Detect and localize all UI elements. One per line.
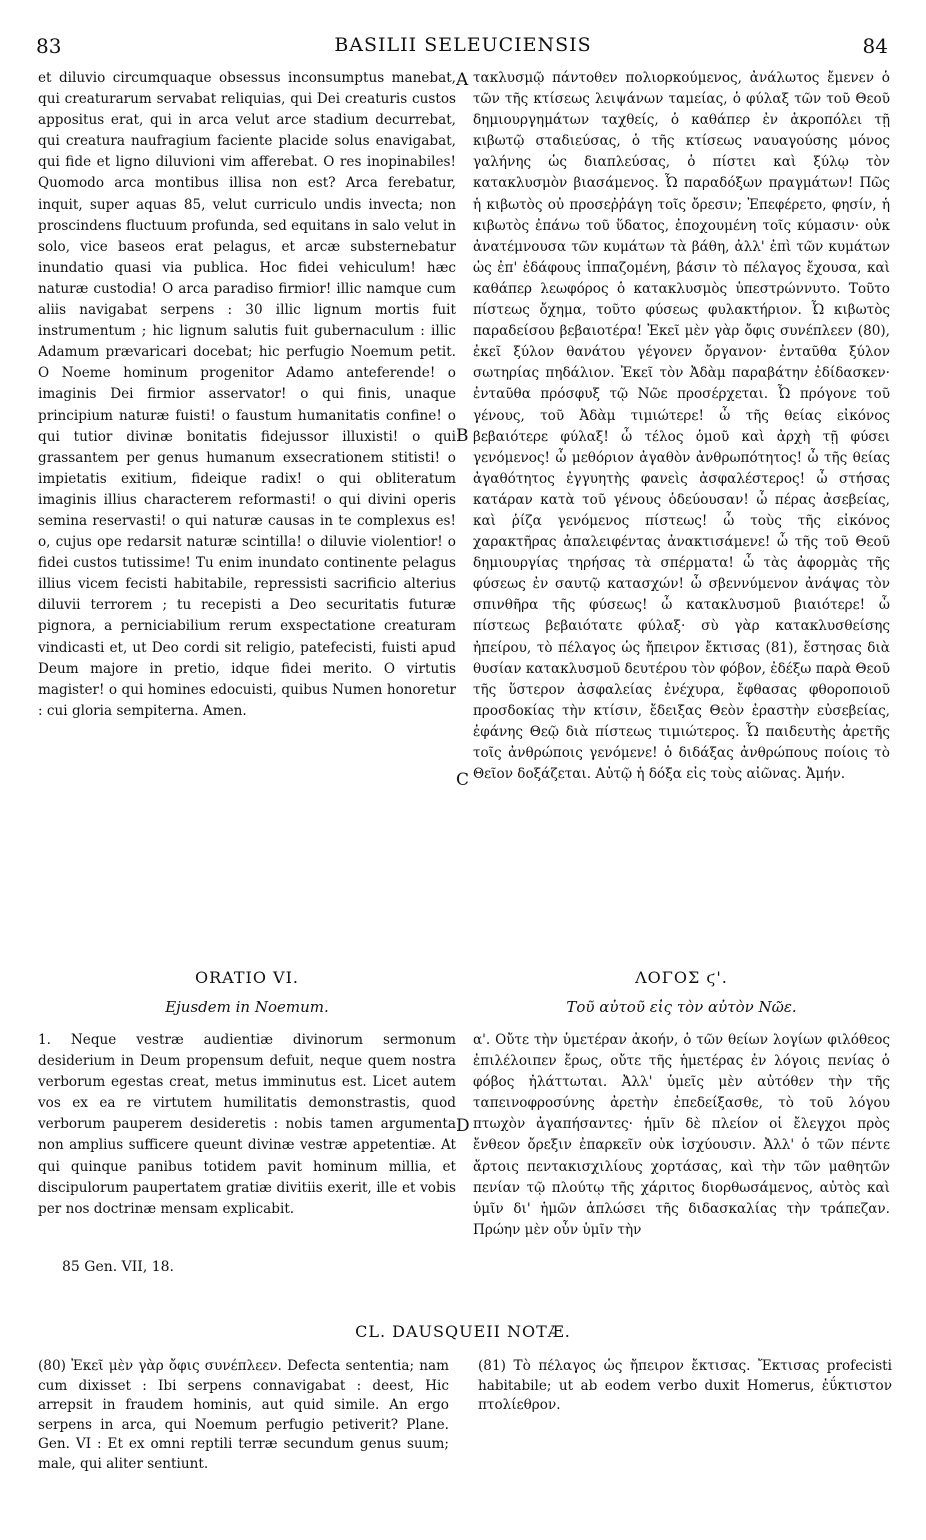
margin-marker-c: C — [456, 770, 470, 790]
margin-marker-d: D — [456, 1116, 470, 1136]
oratio-subheading-greek: Τοῦ αὐτοῦ εἰς τὸν αὐτὸν Νῶε. — [566, 998, 797, 1016]
notes-title: CL. DAUSQUEII NOTÆ. — [355, 1322, 571, 1341]
oratio-subheading-latin: Ejusdem in Noemum. — [165, 998, 329, 1016]
oratio-heading-greek: ΛΟΓΟΣ ϛ'. — [635, 968, 728, 987]
greek-column-upper — [473, 68, 890, 785]
oratio-text-latin: 1. Neque vestræ audientiæ divinorum sermonum desiderium in Deum propensum defuit, neque quem nostra verborum egestas creat, metus imminutus est. Licet autem vos ex ea re virtutem humilitatis demonstrastis, quod verborum pauperem desideretis : nobis tamen argumenta non amplius sufficere queunt divinæ vestræ appetentiæ. At qui quinque panibus totidem pavit hominum millia, et discipulorum paupertatem gratiæ divitiis exerit, ille et vobis per nos doctrinæ mensam explicabit. — [38, 1032, 456, 1217]
footnote: 85 Gen. VII, 18. — [62, 1259, 174, 1275]
latin-column-upper — [38, 68, 456, 722]
note-80: (80) Ἐκεῖ μὲν γὰρ ὄφις συνέπλεεν. Defecta sententia; nam cum dixisset : Ibi serpens connavigabat : deest, Hic arrepsit in fraudem hominis, aut quid simile. An ergo serpens in arca, qui Noemum perfugio petiverit? Plane. Gen. VI : Et ex omni reptili terræ secundum genus suum; male, qui aliter sentiunt. — [38, 1358, 449, 1472]
page-number-left: 83 — [36, 34, 62, 58]
latin-column-lower — [38, 1030, 456, 1220]
greek-column-lower — [473, 1030, 890, 1241]
margin-marker-b: B — [456, 426, 469, 446]
greek-text-upper: τακλυσμῷ πάντοθεν πολιορκούμενος, ἀνάλωτος ἔμενεν ὁ τῶν τῆς κτίσεως λειψάνων ταμείας, ὁ φύλαξ τῶν τοῦ Θεοῦ δημιουργημάτων ταχθείς, ὁ καθάπερ ἐν ἀκροπόλει τῇ κιβωτῷ σταδιεύσας, ὁ τῆς κτίσεως ναυαγούσης μόνος γαλήνης ὡς διαπλεύσας, ὁ πίστει καὶ ξύλῳ τὸν κατακλυσμὸν βιασάμενος. Ὦ παραδόξων πραγμάτων! Πῶς ἡ κιβωτὸς οὐ προσεῤῥάγη τοῖς ὄρεσιν; Ἐπεφέρετο, φησίν, ἡ κιβωτὸς ἐπάνω τοῦ ὕδατος, ἐποχουμένη τοῖς κύμασιν· οὐκ ἀνατέμνουσα τῶν κυμάτων τὰ βάθη, ἀλλ' ἐπὶ τῶν κυμάτων ὡς ἐπ' ἐδάφους ἱππαζομένη, βάσιν τὸ πέλαγος ἔχουσα, καὶ καθάπερ λεωφόρος ὁ κατακλυσμὸς ὑπεστρώννυτο. Τοῦτο πίστεως ὄχημα, τοῦτο φύσεως φυλακτήριον. Ὦ κιβωτὸς παραδείσου βεβαιοτέρα! Ἐκεῖ μὲν γὰρ ὄφις συνέπλεεν (80), ἐκεῖ ξύλον θανάτου γέγονεν ὄργανον· ἐνταῦθα ξύλον σωτηρίας πηδάλιον. Ἐκεῖ τὸν Ἀδὰμ παραβάτην ἐδίδασκεν· ἐνταῦθα πρόσφυξ τῷ Νῶε προσέρχεται. Ὦ πρόγονε τοῦ γένους, τοῦ Ἀδὰμ τιμιώτερε! ὦ τῆς θείας εἰκόνος βεβαιότερε φύλαξ! ὦ τέλος ὁμοῦ καὶ ἀρχὴ τῇ φύσει γενόμενος! ὦ μεθόριον ἀγαθὸν ἀνθρωπότητος! ὦ τῆς θείας ἀγαθότητος ἐγγυητὴς φανεὶς ἀσφαλέστερος! ὦ στήσας κατάραν κατὰ τοῦ γένους ὁδεύουσαν! ὦ πέρας ἀσεβείας, καὶ ῥίζα γενόμενος πίστεως! ὦ τοὺς τῆς εἰκόνος χαρακτῆρας ἀπαλειφέντας ἀνακτισάμενε! ὦ τῆς τοῦ Θεοῦ δημιουργίας τηρήσας τὰ σπέρματα! ὦ τὰς ἀφορμὰς τῆς φύσεως ἐν σαυτῷ κατασχών! ὦ σβεννύμενον ἀνάψας τὸν σπινθῆρα τῆς φύσεως! ὦ κατακλυσμοῦ βιαιότερε! ὦ πίστεως βεβαιότατε φύλαξ· σὺ γὰρ κατακλυσθείσης ἠπείρου, τὸ πέλαγος ὡς ἤπειρον ἔκτισας (81), ἔστησας διὰ θυσίαν κατακλυσμοῦ δευτέρου τὸν φόβον, ἐδέξω παρὰ Θεοῦ τῆς ὕστερον ἀσφαλείας ἐνέχυρα, ἔφθασας φθοροποιοῦ προσδοκίας τὴν κτίσιν, ἔδειξας Θεὸν ἐραστὴν εὐσεβείας, ἐφάνης Θεῷ διὰ πίστεως τιμιώτερος. Ὦ παιδευτὴς ἀρετῆς τοῖς ἀνθρώποις γενόμενε! ὁ διδάξας ἀνθρώπους ποίοις τὸ Θεῖον δοξάζεται. Αὐτῷ ἡ δόξα εἰς τοὺς αἰῶνας. Ἀμήν. — [473, 70, 890, 783]
margin-marker-a: A — [456, 70, 469, 90]
running-header — [0, 34, 926, 64]
latin-text-upper: et diluvio circumquaque obsessus inconsumptus manebat, qui creaturarum servabat reliquias, qui Dei creaturis custos appositus erat, qui in arca velut arce stadium decurrebat, qui creatura naufragium faciente placide solus enavigabat, qui fide et ligno diluvioni vim afferebat. O res inopinabiles! Quomodo arca montibus illisa non est? Arca ferebatur, inquit, super aquas 85, velut curriculo undis invecta; non proscindens fluctuum profunda, sed equitans in salo velut in solo, vice baseos erat pelagus, et arcæ substernebatur inundatio quasi via publica. Hoc fidei vehiculum! hæc naturæ custodia! O arca paradiso firmior! illic namque cum aliis navigabat serpens : 30 illic lignum mortis fuit instrumentum ; hic lignum salutis fuit gubernaculum : illic Adamum prævaricari docebat; hic perfugio Noemum petit. O Noeme hominum progenitor Adamo anteferende! o imaginis Dei firmior asservator! o qui finis, unaque principium naturæ fuisti! o faustum humanitatis confine! o qui tutior divinæ bonitatis fidejussor illuxisti! o qui grassantem per genus humanum exsecrationem stitisti! o impietatis exitium, fideique radix! o qui obliteratum imaginis illius characterem reformasti! o qui divini operis semina reservasti! o qui naturæ causas in te complexus es! o, cujus ope redarsit naturæ scintilla! o diluvie violentior! o fidei custos tutissime! Tu enim inundato continente pelagus illius vicem fecisti habitabile, repressisti sacrificio alterius diluvii terrorem ; tu recepisti a Deo securitatis futuræ pignora, a perniciabilium rerum exspectatione creaturam vindicasti et, ut Deo cordi sit religio, patefecisti, fuisti apud Deum majore in pretio, idque fidei merito. O virtutis magister! o qui homines edocuisti, quibus Numen honoretur : cui gloria sempiterna. Amen. — [38, 70, 456, 719]
running-title: BASILII SELEUCIENSIS — [334, 34, 592, 56]
page-number-right: 84 — [862, 34, 888, 58]
note-81: (81) Τὸ πέλαγος ὡς ἤπειρον ἔκτισας. Ἔκτισας profecisti habitabile; ut ab eodem verbo duxit Homerus, ἐΰκτιστον πτολίεθρον. — [478, 1358, 892, 1413]
oratio-heading-latin: ORATIO VI. — [195, 968, 299, 987]
oratio-text-greek: α'. Οὔτε τὴν ὑμετέραν ἀκοήν, ὁ τῶν θείων λογίων φιλόθεος ἐπιλέλοιπεν ἔρως, οὔτε τῆς ἡμετέρας ἐν λόγοις πενίας ὁ φόβος ἠλάττωται. Ἀλλ' ὑμεῖς μὲν αὐτόθεν τὴν τῆς ταπεινοφροσύνης ἀρετὴν ἐπεδείξασθε, τὸ τοῦ λόγου πτωχὸν ἀγαπήσαντες· ἡμῖν δὲ πλείον οἱ ἔλεγχοι πρὸς ἔνθεον ὄρεξιν ἐπαρκεῖν οὐκ ἰσχύουσιν. Ἀλλ' ὁ τῶν πέντε ἄρτοις πεντακισχιλίους χορτάσας, καὶ τὴν τῶν μαθητῶν πενίαν τῷ πλούτῳ τῆς χάριτος διορθωσάμενος, αὐτὸς καὶ ὑμῖν δι' ἡμῶν ἁπλώσει τῆς διδασκαλίας τὴν τράπεζαν. Πρώην μὲν οὖν ὑμῖν τὴν — [473, 1032, 890, 1238]
